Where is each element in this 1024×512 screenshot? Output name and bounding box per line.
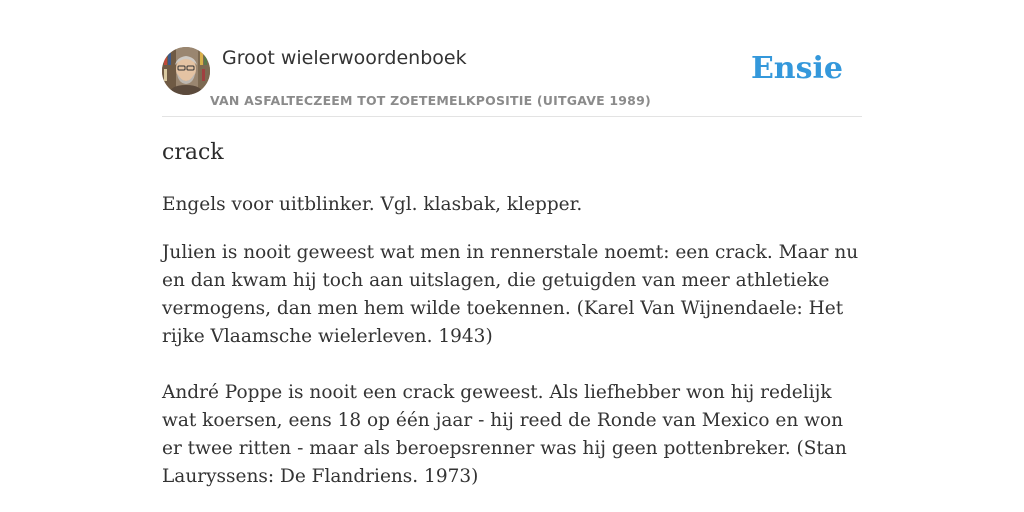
entry-header	[162, 46, 862, 117]
ensie-logo-link[interactable]: Ensie	[750, 51, 843, 86]
entry-quote: Julien is nooit geweest wat men in rennerstale noemt: een crack. Maar nu en dan kwam hij toch aan uitslagen, die getuigden van meer athletieke vermogens, dan men hem wilde toekennen. (Karel Van Wijnendaele: Het rijke Vlaamsche wielerleven. 1943)	[162, 242, 859, 347]
author-portrait-image	[162, 47, 210, 95]
entry-term: crack	[162, 140, 224, 165]
entry-quote: André Poppe is nooit een crack geweest. Als liefhebber won hij redelijk wat koersen, eens 18 op één jaar - hij reed de Ronde van Mexico en won er twee ritten - maar als beroepsrenner was hij geen pottenbreker. (Stan Lauryssens: De Flandriens. 1973)	[162, 382, 847, 487]
entry-definition: Engels voor uitblinker. Vgl. klasbak, klepper.	[162, 194, 583, 215]
book-title[interactable]: Groot wielerwoordenboek	[222, 47, 467, 69]
book-subtitle: VAN ASFALTECZEEM TOT ZOETEMELKPOSITIE (UITGAVE 1989)	[210, 93, 651, 108]
author-avatar[interactable]	[162, 47, 210, 95]
